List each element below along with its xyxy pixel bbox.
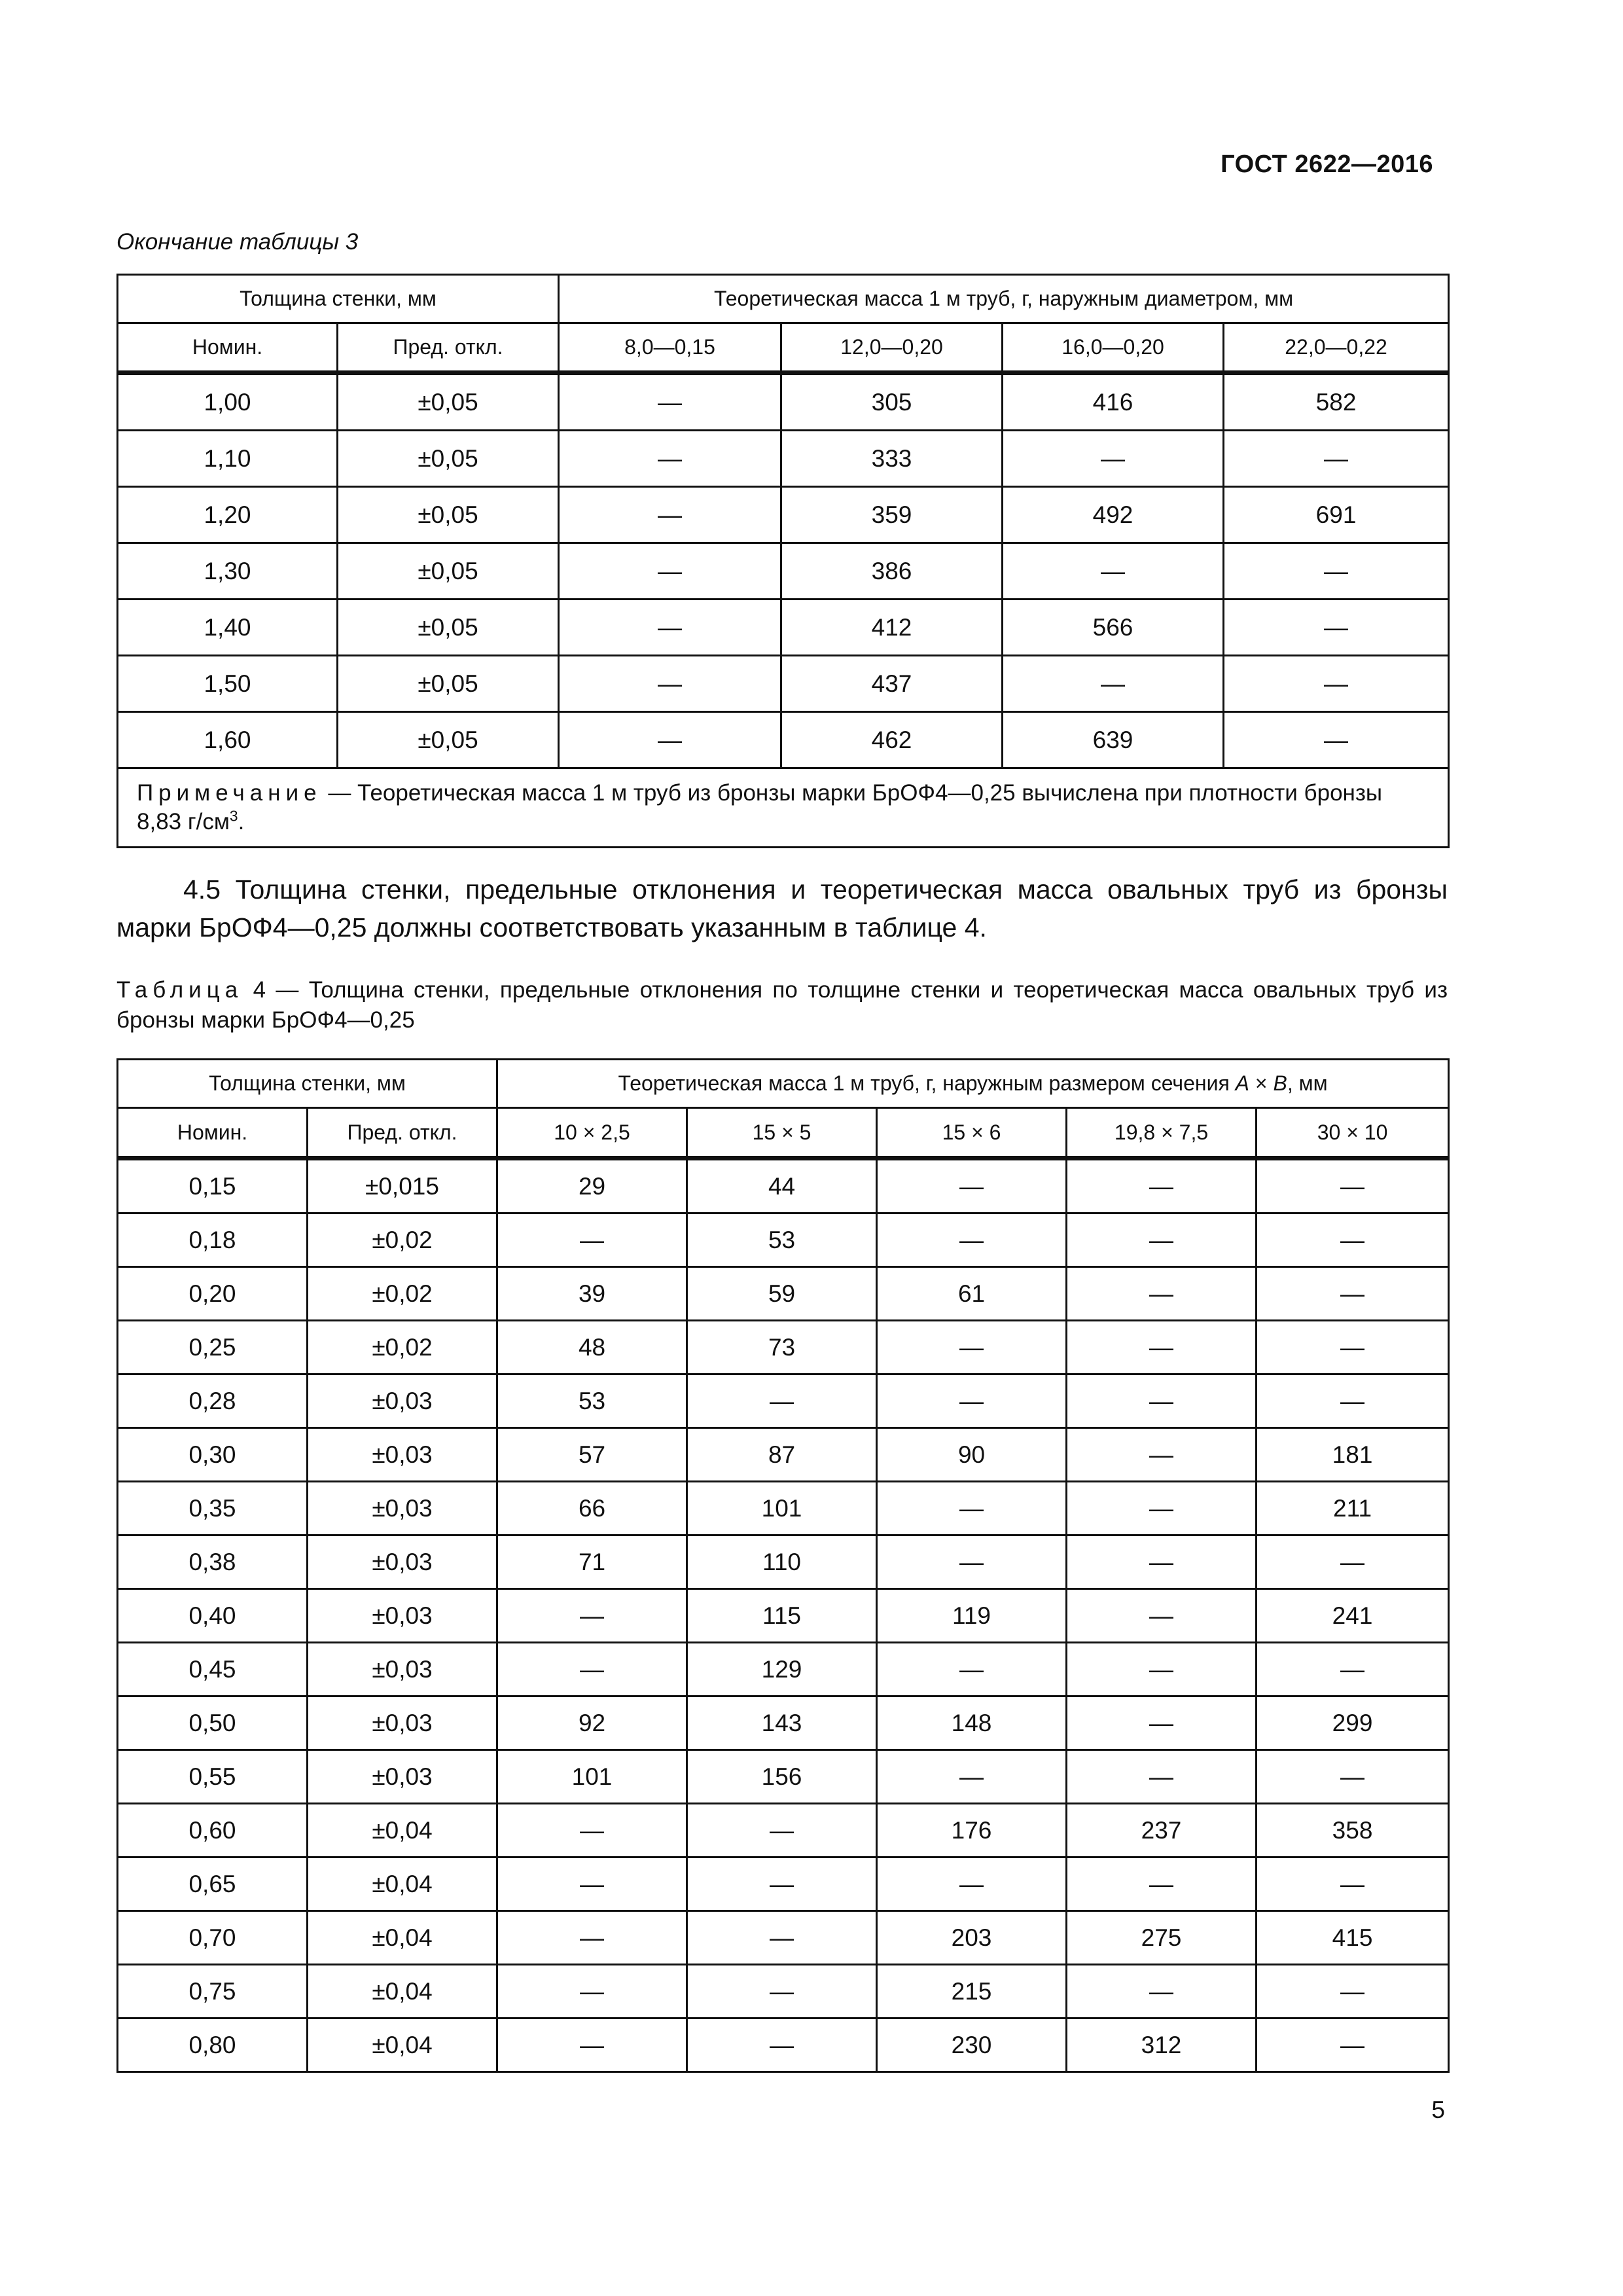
table-cell: 66	[497, 1482, 687, 1535]
table-cell: 305	[781, 373, 1003, 431]
table-cell: 87	[687, 1428, 877, 1482]
table-cell: —	[877, 1158, 1067, 1213]
table-cell: —	[1257, 1857, 1449, 1911]
table-cell: 129	[687, 1643, 877, 1696]
table-cell: —	[497, 1911, 687, 1965]
table3-head-mass: Теоретическая масса 1 м труб, г, наружным диаметром, мм	[559, 275, 1449, 323]
table-cell: —	[1067, 1213, 1257, 1267]
head-mass-unit: , мм	[1287, 1071, 1328, 1095]
table-3	[116, 274, 1450, 848]
table-cell: 416	[1003, 373, 1224, 431]
table-cell: 275	[1067, 1911, 1257, 1965]
table4-subhead: 15 × 5	[687, 1108, 877, 1158]
table-cell: —	[497, 1213, 687, 1267]
table-cell: —	[1067, 1374, 1257, 1428]
table-cell: —	[1067, 1321, 1257, 1374]
table-cell: 1,20	[118, 487, 338, 543]
table-cell: 215	[877, 1965, 1067, 2018]
table4-subhead: Номин.	[118, 1108, 308, 1158]
table-cell: —	[1257, 1374, 1449, 1428]
table-cell: 73	[687, 1321, 877, 1374]
table-cell: —	[1067, 1158, 1257, 1213]
table-row	[118, 1535, 1449, 1589]
note-end: .	[238, 809, 245, 834]
table4-subhead: Пред. откл.	[308, 1108, 497, 1158]
table-cell: —	[687, 1804, 877, 1857]
table-cell: ±0,05	[338, 487, 559, 543]
table-cell: —	[1067, 1857, 1257, 1911]
table-row	[118, 2018, 1449, 2072]
table-cell: —	[1257, 1535, 1449, 1589]
table-cell: ±0,03	[308, 1589, 497, 1643]
table-cell: 44	[687, 1158, 877, 1213]
table3-header-row	[118, 275, 1449, 323]
table-cell: —	[1067, 1643, 1257, 1696]
table-cell: ±0,05	[338, 543, 559, 600]
table-cell: 71	[497, 1535, 687, 1589]
head-mass-times: ×	[1249, 1071, 1274, 1095]
table-cell: 0,30	[118, 1428, 308, 1482]
table-cell: 0,50	[118, 1696, 308, 1750]
table3-subhead: 12,0—0,20	[781, 323, 1003, 373]
table-cell: 0,65	[118, 1857, 308, 1911]
table-cell: ±0,05	[338, 600, 559, 656]
table-cell: 358	[1257, 1804, 1449, 1857]
table-row	[118, 1804, 1449, 1857]
table-row	[118, 373, 1449, 431]
note-superscript: 3	[229, 807, 238, 825]
table-cell: —	[559, 656, 781, 712]
head-mass-text: Теоретическая масса 1 м труб, г, наружным размером сечения	[618, 1071, 1236, 1095]
table-cell: —	[877, 1750, 1067, 1804]
table-cell: 1,00	[118, 373, 338, 431]
table4-caption-label: Таблица	[116, 977, 243, 1003]
note-label: Примечание	[137, 780, 322, 806]
table3-subhead: 16,0—0,20	[1003, 323, 1224, 373]
table-cell: 143	[687, 1696, 877, 1750]
table-cell: 57	[497, 1428, 687, 1482]
table-row	[118, 656, 1449, 712]
table-cell: —	[497, 1804, 687, 1857]
table-cell: ±0,03	[308, 1750, 497, 1804]
paragraph-4-5: 4.5 Толщина стенки, предельные отклонения и теоретическая масса овальных труб из бронзы марки БрОФ4—0,25 должны соответствовать указанным в таблице 4.	[116, 874, 1448, 942]
table-cell: —	[559, 373, 781, 431]
table-row	[118, 1911, 1449, 1965]
table-cell: —	[1224, 431, 1449, 487]
table-row	[118, 1267, 1449, 1321]
table-cell: 333	[781, 431, 1003, 487]
table-cell: 48	[497, 1321, 687, 1374]
table-cell: —	[1257, 1321, 1449, 1374]
table-row	[118, 1696, 1449, 1750]
table-cell: —	[877, 1857, 1067, 1911]
table-cell: 237	[1067, 1804, 1257, 1857]
table-cell: 1,10	[118, 431, 338, 487]
table-cell: —	[1067, 1965, 1257, 2018]
table-cell: 119	[877, 1589, 1067, 1643]
table-cell: —	[559, 600, 781, 656]
table-row	[118, 1857, 1449, 1911]
table-cell: ±0,02	[308, 1267, 497, 1321]
table3-subheader-row	[118, 323, 1449, 373]
table-cell: 53	[687, 1213, 877, 1267]
table-cell: —	[687, 2018, 877, 2072]
table-cell: ±0,05	[338, 712, 559, 768]
table-cell: ±0,03	[308, 1428, 497, 1482]
table-cell: 359	[781, 487, 1003, 543]
table3-body	[118, 373, 1449, 768]
table-row	[118, 487, 1449, 543]
table-cell: 110	[687, 1535, 877, 1589]
table-cell: 92	[497, 1696, 687, 1750]
table-cell: —	[1257, 2018, 1449, 2072]
table-cell: 1,30	[118, 543, 338, 600]
table-cell: 0,45	[118, 1643, 308, 1696]
table-cell: 101	[687, 1482, 877, 1535]
table-cell: 1,50	[118, 656, 338, 712]
table-row	[118, 431, 1449, 487]
table-cell: 1,60	[118, 712, 338, 768]
table-cell: 0,80	[118, 2018, 308, 2072]
table-cell: —	[497, 1589, 687, 1643]
table4-subheader-row	[118, 1108, 1449, 1158]
table3-note	[118, 768, 1449, 848]
table3-caption: Окончание таблицы 3	[116, 229, 359, 255]
table-cell: 39	[497, 1267, 687, 1321]
table4-subhead: 19,8 × 7,5	[1067, 1108, 1257, 1158]
table-cell: —	[687, 1374, 877, 1428]
table-cell: ±0,02	[308, 1213, 497, 1267]
table-row	[118, 543, 1449, 600]
table-cell: —	[1257, 1158, 1449, 1213]
table-cell: 312	[1067, 2018, 1257, 2072]
table-cell: —	[687, 1911, 877, 1965]
table-cell: 203	[877, 1911, 1067, 1965]
table-cell: —	[1224, 543, 1449, 600]
table-row	[118, 1589, 1449, 1643]
table4-subhead: 30 × 10	[1257, 1108, 1449, 1158]
table-row	[118, 1374, 1449, 1428]
table-cell: —	[877, 1213, 1067, 1267]
table-cell: —	[1067, 1589, 1257, 1643]
table-cell: ±0,04	[308, 1804, 497, 1857]
table-cell: 115	[687, 1589, 877, 1643]
table-cell: 639	[1003, 712, 1224, 768]
table4-subhead: 10 × 2,5	[497, 1108, 687, 1158]
table-cell: ±0,04	[308, 1857, 497, 1911]
table-cell: 0,60	[118, 1804, 308, 1857]
table3-head-wall: Толщина стенки, мм	[118, 275, 559, 323]
table-cell: 566	[1003, 600, 1224, 656]
table-cell: —	[1257, 1643, 1449, 1696]
table4-head-mass	[497, 1060, 1449, 1108]
table-cell: 386	[781, 543, 1003, 600]
table-cell: 241	[1257, 1589, 1449, 1643]
table-row	[118, 1750, 1449, 1804]
table-cell: 0,28	[118, 1374, 308, 1428]
table-cell: 299	[1257, 1696, 1449, 1750]
table-cell: ±0,04	[308, 1965, 497, 2018]
table-cell: ±0,05	[338, 431, 559, 487]
table-cell: —	[497, 2018, 687, 2072]
document-header: ГОСТ 2622—2016	[1221, 151, 1433, 178]
table-cell: —	[1257, 1267, 1449, 1321]
table-row	[118, 1965, 1449, 2018]
table-cell: 211	[1257, 1482, 1449, 1535]
table-cell: 0,20	[118, 1267, 308, 1321]
table-cell: 53	[497, 1374, 687, 1428]
table-cell: ±0,05	[338, 656, 559, 712]
table-row	[118, 712, 1449, 768]
table-cell: ±0,04	[308, 1911, 497, 1965]
table-cell: —	[1257, 1965, 1449, 2018]
table4-head-wall: Толщина стенки, мм	[118, 1060, 497, 1108]
table-cell: ±0,03	[308, 1696, 497, 1750]
table-cell: —	[1257, 1750, 1449, 1804]
table-cell: 29	[497, 1158, 687, 1213]
table-row	[118, 1321, 1449, 1374]
table-cell: 181	[1257, 1428, 1449, 1482]
table3-subhead: 22,0—0,22	[1224, 323, 1449, 373]
table-cell: —	[559, 712, 781, 768]
table-cell: —	[1224, 712, 1449, 768]
table-cell: 90	[877, 1428, 1067, 1482]
table-cell: —	[1067, 1482, 1257, 1535]
table-cell: 176	[877, 1804, 1067, 1857]
table-cell: ±0,02	[308, 1321, 497, 1374]
head-mass-b: B	[1273, 1071, 1287, 1095]
table-cell: —	[877, 1482, 1067, 1535]
table-4	[116, 1058, 1450, 2073]
table-cell: 582	[1224, 373, 1449, 431]
table-cell: —	[497, 1857, 687, 1911]
table-cell: —	[559, 543, 781, 600]
table3-subhead: Пред. откл.	[338, 323, 559, 373]
table-row	[118, 1213, 1449, 1267]
table-cell: —	[559, 487, 781, 543]
table-cell: —	[1224, 656, 1449, 712]
table-cell: ±0,03	[308, 1482, 497, 1535]
page-number: 5	[1431, 2096, 1445, 2123]
table-cell: 0,25	[118, 1321, 308, 1374]
table4-caption-text: 4 — Толщина стенки, предельные отклонения по толщине стенки и теоретическая масса овальных труб из бронзы марки БрОФ4—0,25	[116, 977, 1448, 1033]
table-cell: 0,18	[118, 1213, 308, 1267]
note-text: — Теоретическая масса 1 м труб из бронзы марки БрОФ4—0,25 вычислена при плотности бронзы 8,83 г/см	[137, 780, 1383, 834]
table-cell: 0,55	[118, 1750, 308, 1804]
head-mass-a: A	[1235, 1071, 1249, 1095]
table-cell: —	[1067, 1267, 1257, 1321]
table4-subhead: 15 × 6	[877, 1108, 1067, 1158]
table-cell: —	[1067, 1696, 1257, 1750]
table-cell: 148	[877, 1696, 1067, 1750]
table-cell: —	[877, 1535, 1067, 1589]
table-cell: ±0,015	[308, 1158, 497, 1213]
table-cell: —	[687, 1857, 877, 1911]
table-cell: —	[877, 1321, 1067, 1374]
table-row	[118, 1428, 1449, 1482]
table-cell: 0,40	[118, 1589, 308, 1643]
table-cell: —	[1003, 656, 1224, 712]
table3-subhead: Номин.	[118, 323, 338, 373]
table-cell: 0,75	[118, 1965, 308, 2018]
table-cell: 691	[1224, 487, 1449, 543]
table-cell: —	[877, 1374, 1067, 1428]
table-cell: —	[497, 1965, 687, 2018]
table-cell: 492	[1003, 487, 1224, 543]
table3-subhead: 8,0—0,15	[559, 323, 781, 373]
table-cell: 61	[877, 1267, 1067, 1321]
table-cell: 230	[877, 2018, 1067, 2072]
table-cell: 462	[781, 712, 1003, 768]
table-cell: —	[1003, 431, 1224, 487]
table-cell: ±0,03	[308, 1643, 497, 1696]
table-cell: —	[877, 1643, 1067, 1696]
table-row	[118, 1482, 1449, 1535]
table3-note-row	[118, 768, 1449, 848]
table-cell: —	[1257, 1213, 1449, 1267]
table-cell: ±0,03	[308, 1374, 497, 1428]
table-cell: —	[687, 1965, 877, 2018]
table-cell: —	[1067, 1428, 1257, 1482]
table-cell: 156	[687, 1750, 877, 1804]
table-cell: —	[497, 1643, 687, 1696]
table4-caption	[116, 975, 1448, 1035]
table-cell: ±0,05	[338, 373, 559, 431]
table-cell: 437	[781, 656, 1003, 712]
table-row	[118, 1643, 1449, 1696]
table-cell: 1,40	[118, 600, 338, 656]
table-cell: 0,35	[118, 1482, 308, 1535]
table-cell: —	[1067, 1750, 1257, 1804]
table-cell: —	[1224, 600, 1449, 656]
table-cell: ±0,03	[308, 1535, 497, 1589]
table4-header-row	[118, 1060, 1449, 1108]
table-row	[118, 600, 1449, 656]
table-cell: 415	[1257, 1911, 1449, 1965]
table-cell: 412	[781, 600, 1003, 656]
table-cell: 59	[687, 1267, 877, 1321]
table-cell: 101	[497, 1750, 687, 1804]
table4-body	[118, 1158, 1449, 2072]
table-cell: ±0,04	[308, 2018, 497, 2072]
table-cell: —	[559, 431, 781, 487]
table-cell: —	[1003, 543, 1224, 600]
table-cell: —	[1067, 1535, 1257, 1589]
table-cell: 0,70	[118, 1911, 308, 1965]
table-row	[118, 1158, 1449, 1213]
table-cell: 0,15	[118, 1158, 308, 1213]
table-cell: 0,38	[118, 1535, 308, 1589]
